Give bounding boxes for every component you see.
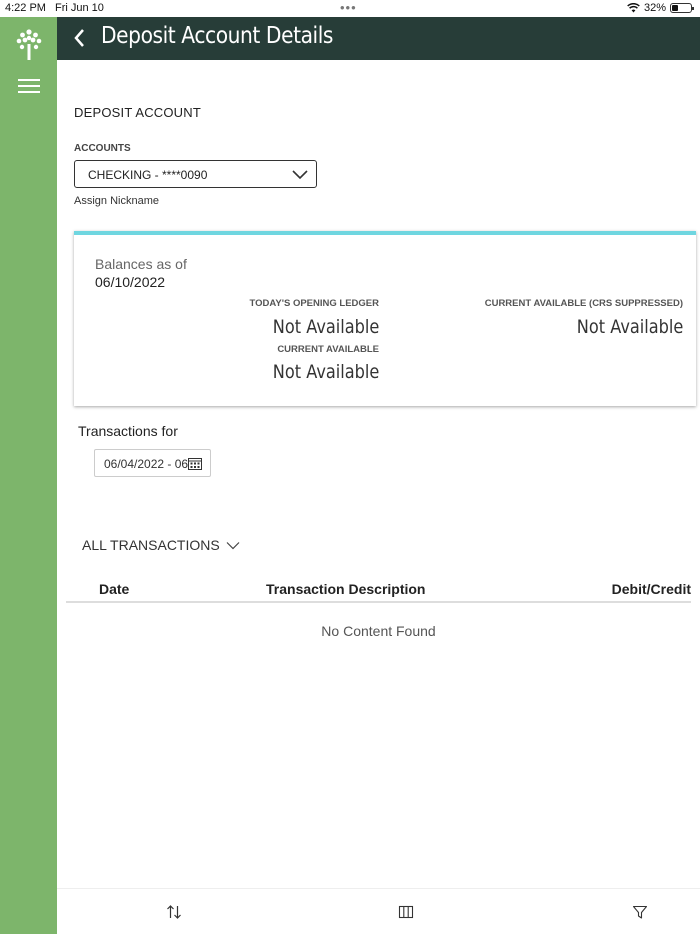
sidebar — [0, 17, 57, 934]
bottom-toolbar — [57, 888, 700, 934]
calendar-icon[interactable] — [188, 457, 202, 470]
balances-date: 06/10/2022 — [95, 274, 166, 290]
balances-card — [74, 231, 696, 406]
chevron-down-icon — [226, 541, 240, 550]
assign-nickname-link[interactable]: Assign Nickname — [74, 195, 159, 207]
column-description[interactable]: Transaction Description — [266, 581, 426, 597]
header-bar — [57, 17, 700, 60]
balances-label: Balances as of — [95, 256, 187, 272]
page-title: Deposit Account Details — [101, 23, 334, 49]
status-bar — [0, 0, 700, 17]
hamburger-icon[interactable] — [18, 79, 40, 93]
status-date: Fri Jun 10 — [55, 2, 104, 14]
accounts-label: ACCOUNTS — [74, 143, 131, 154]
transactions-table-header — [66, 577, 691, 603]
transactions-for-label: Transactions for — [78, 423, 178, 439]
sort-icon[interactable] — [166, 904, 182, 920]
account-select-value: CHECKING - ****0090 — [88, 168, 208, 182]
wifi-icon — [627, 3, 640, 13]
date-range-input[interactable] — [94, 449, 211, 477]
column-date[interactable]: Date — [99, 581, 130, 597]
all-transactions-dropdown[interactable] — [82, 537, 240, 553]
opening-ledger-value: Not Available — [272, 316, 379, 338]
status-right — [627, 2, 692, 14]
battery-icon — [670, 3, 692, 13]
status-time: 4:22 PM — [5, 2, 46, 14]
column-debit-credit[interactable]: Debit/Credit — [611, 581, 691, 597]
empty-state-message: No Content Found — [321, 623, 436, 639]
columns-icon[interactable] — [398, 904, 414, 920]
crs-suppressed-label: CURRENT AVAILABLE (CRS SUPPRESSED) — [484, 298, 683, 309]
chevron-down-icon — [292, 169, 308, 181]
filter-icon[interactable] — [632, 904, 648, 920]
account-select[interactable] — [74, 160, 317, 188]
crs-suppressed-value: Not Available — [576, 316, 683, 338]
current-available-label: CURRENT AVAILABLE — [277, 344, 379, 355]
battery-percent: 32% — [643, 2, 666, 14]
tree-logo-icon[interactable] — [14, 27, 44, 61]
current-available-value: Not Available — [272, 361, 379, 383]
multitasking-dots-icon[interactable]: ••• — [340, 0, 357, 15]
back-chevron-icon[interactable] — [71, 25, 89, 51]
all-transactions-label: ALL TRANSACTIONS — [82, 537, 220, 553]
date-range-value: 06/04/2022 - 06 — [104, 457, 188, 471]
section-title: DEPOSIT ACCOUNT — [74, 105, 202, 120]
opening-ledger-label: TODAY'S OPENING LEDGER — [249, 298, 379, 309]
main-content — [57, 60, 700, 888]
